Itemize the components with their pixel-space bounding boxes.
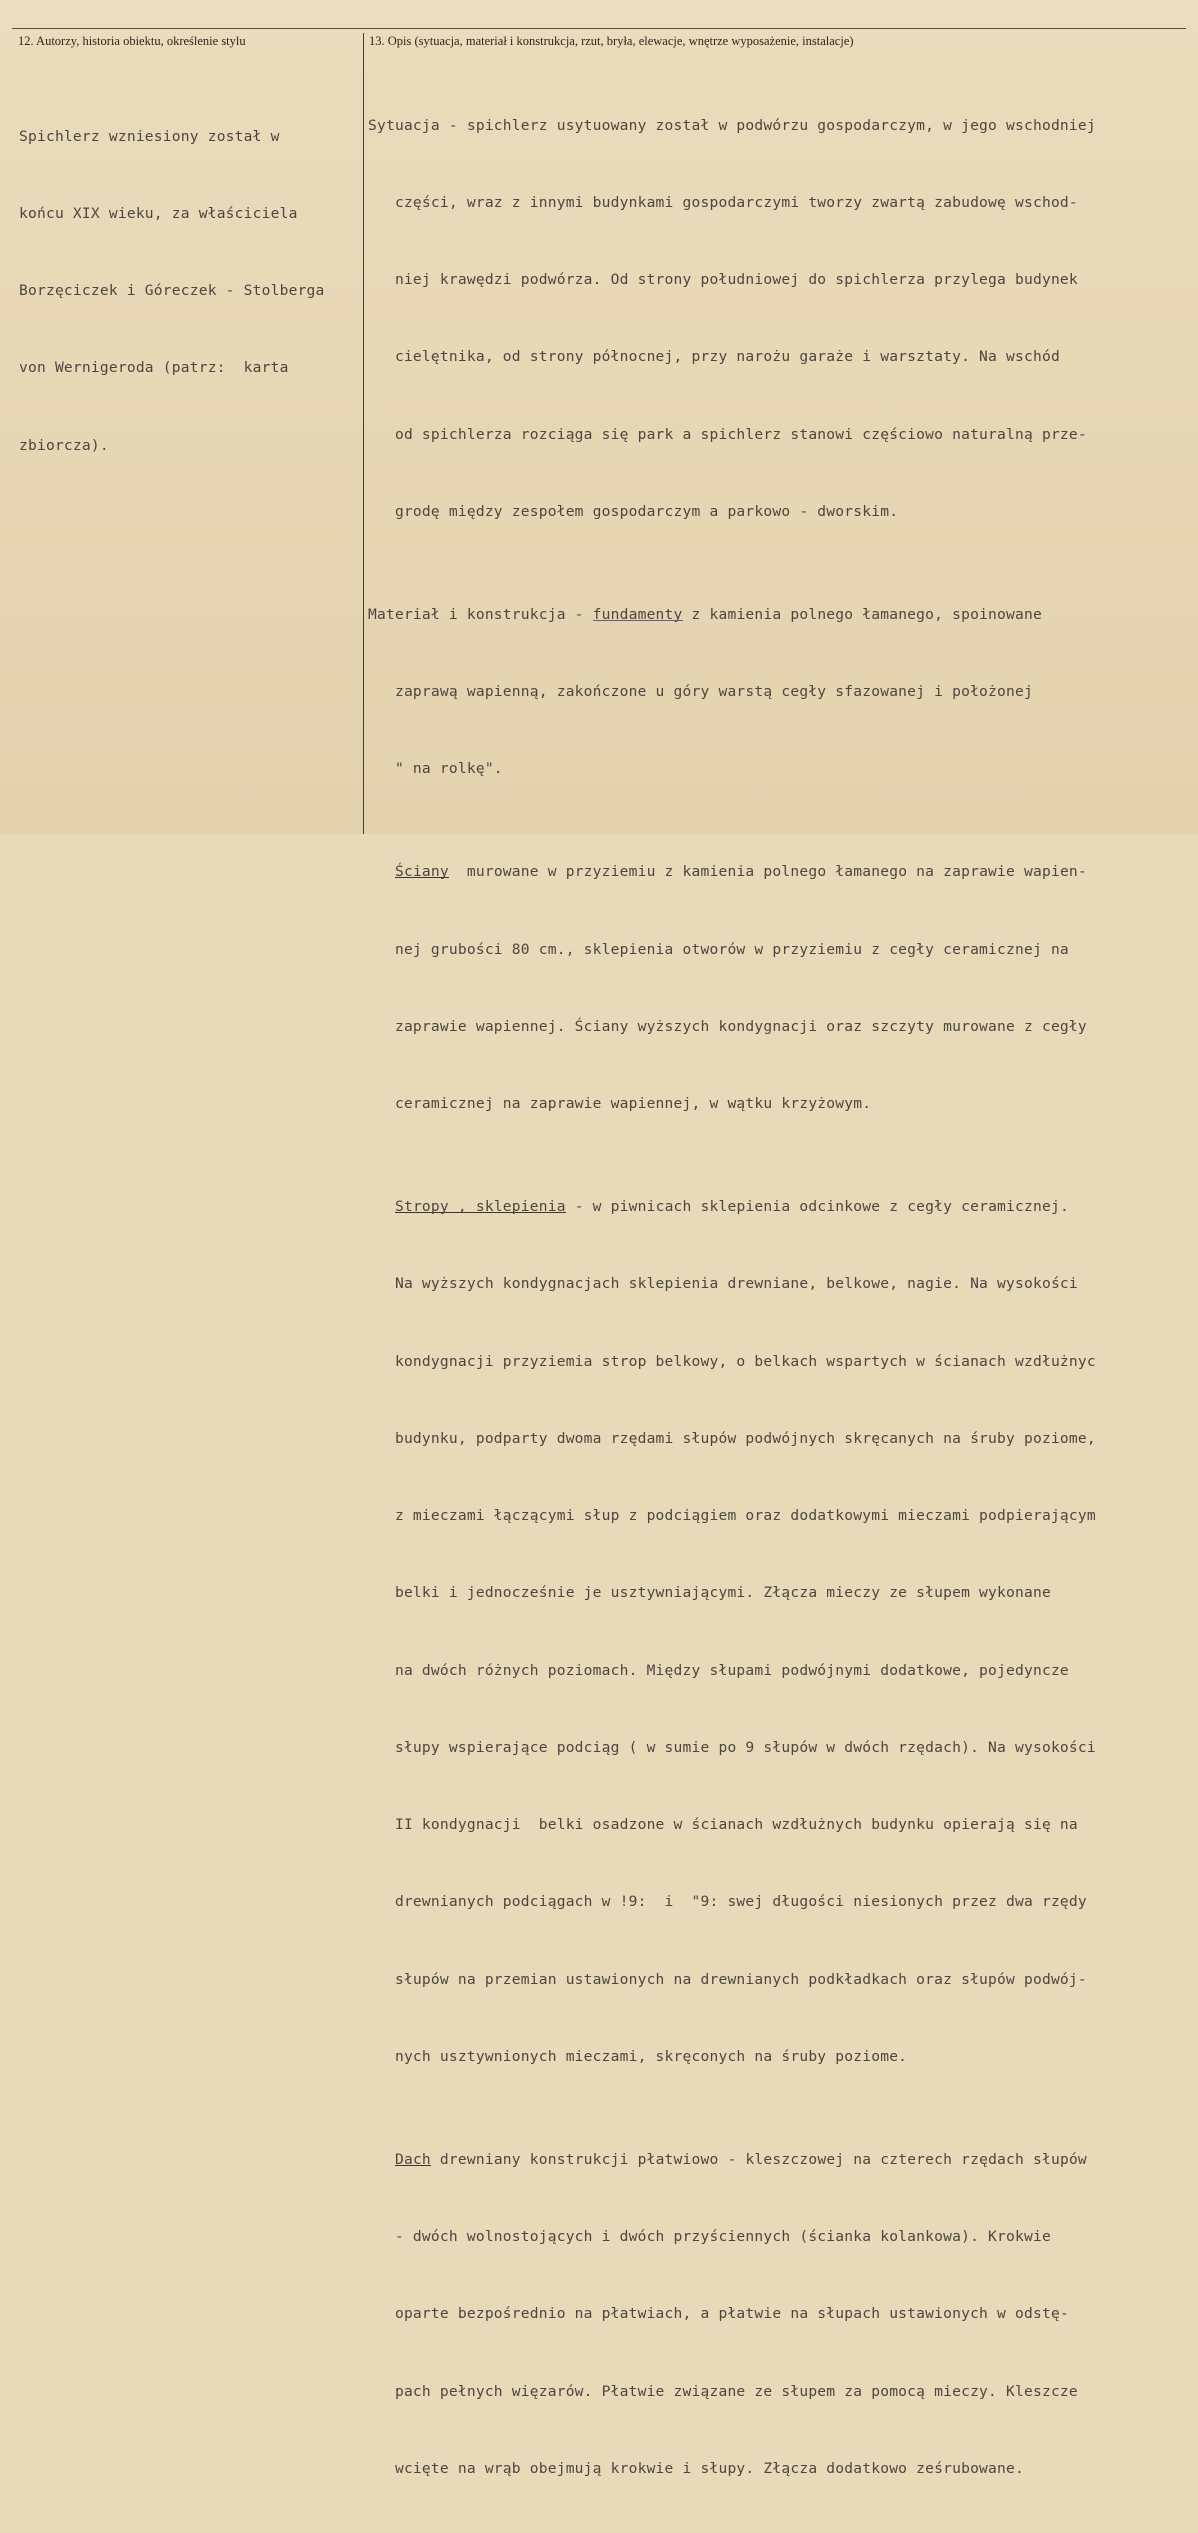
stropy-line: budynku, podparty dwoma rzędami słupów podwójnych skręcanych na śruby poziome, bbox=[368, 1429, 1096, 1447]
sciany-rest: murowane w przyziemiu z kamienia polnego łamanego na zaprawie wapien- bbox=[448, 863, 1087, 881]
history-line: Borzęciczek i Góreczek - Stolberga bbox=[19, 282, 325, 299]
stropy-line: nych usztywnionych mieczami, skręconych na śruby poziome. bbox=[368, 2047, 908, 2065]
stropy-line: słupy wspierające podciąg ( w sumie po 9 słupów w dwóch rzędach). Na wysokości bbox=[368, 1738, 1096, 1756]
stropy-heading-line bbox=[368, 1194, 1178, 1220]
sytuacja-line: Sytuacja - spichlerz usytuowany został w podwórzu gospodarczym, w jego wschodniej bbox=[368, 116, 1096, 134]
stropy-line: drewnianych podciągach w !9: i "9: swej długości niesionych przez dwa rzędy bbox=[368, 1893, 1087, 1911]
history-line: von Wernigeroda (patrz: karta bbox=[19, 359, 289, 377]
stropy-line: kondygnacji przyziemia strop belkowy, o belkach wspartych w ścianach wzdłużnyc bbox=[368, 1352, 1096, 1370]
material-line: " na rolkę". bbox=[368, 760, 503, 778]
dach-underlined: Dach bbox=[394, 2150, 431, 2168]
material-prefix: Materiał i konstrukcja - bbox=[368, 605, 593, 623]
history-line: końcu XIX wieku, za właściciela bbox=[19, 204, 298, 222]
stropy-underlined: Stropy , sklepienia bbox=[394, 1198, 566, 1215]
dach-indent bbox=[368, 2151, 395, 2168]
stropy-line: słupów na przemian ustawionych na drewnianych podkładkach oraz słupów podwój- bbox=[368, 1970, 1087, 1988]
stropy-line: II kondygnacji belki osadzone w ścianach wzdłużnych budynku opierają się na bbox=[368, 1816, 1078, 1833]
dach-line: - dwóch wolnostojących i dwóch przyściennych (ścianka kolankowa). Krokwie bbox=[368, 2228, 1051, 2245]
sytuacja-line: części, wraz z innymi budynkami gospodarczymi tworzy zwartą zabudowę wschod- bbox=[368, 193, 1078, 211]
dach-line: wcięte na wrąb obejmują krokwie i słupy. Złącza dodatkowo ześrubowane. bbox=[368, 2459, 1024, 2477]
column-divider bbox=[363, 33, 364, 834]
section-12-header: 12. Autorzy, historia obiektu, określenie stylu bbox=[18, 34, 246, 48]
sciany-heading-line bbox=[368, 859, 1178, 885]
stropy-line: Na wyższych kondygnacjach sklepienia drewniane, belkowe, nagie. Na wysokości bbox=[368, 1275, 1078, 1293]
material-line: zaprawą wapienną, zakończone u góry warstą cegły sfazowanej i położonej bbox=[368, 683, 1033, 700]
history-line: zbiorcza). bbox=[19, 436, 109, 454]
dach-line: oparte bezpośrednio na płatwiach, a płatwie na słupach ustawionych w odstę- bbox=[368, 2305, 1069, 2323]
sytuacja-line: grodę między zespołem gospodarczym a parkowo - dworskim. bbox=[368, 502, 899, 520]
dach-line: pach pełnych więzarów. Płatwie związane ze słupem za pomocą mieczy. Kleszcze bbox=[368, 2382, 1078, 2400]
sciany-line: ceramicznej na zaprawie wapiennej, w wątku krzyżowym. bbox=[368, 1095, 872, 1112]
stropy-indent bbox=[368, 1198, 395, 1215]
header-rule bbox=[12, 28, 1186, 29]
description-text bbox=[368, 61, 1178, 2533]
sytuacja-line: od spichlerza rozciąga się park a spichlerz stanowi częściowo naturalną prze- bbox=[368, 425, 1087, 443]
dach-rest: drewniany konstrukcji płatwiowo - kleszczowej na czterech rzędach słupów bbox=[430, 2150, 1087, 2168]
sciany-line: nej grubości 80 cm., sklepienia otworów w przyziemiu z cegły ceramicznej na bbox=[368, 940, 1069, 958]
sytuacja-line: niej krawędzi podwórza. Od strony południowej do spichlerza przylega budynek bbox=[368, 271, 1078, 288]
sciany-line: zaprawie wapiennej. Ściany wyższych kondygnacji oraz szczyty murowane z cegły bbox=[368, 1017, 1087, 1035]
stropy-line: na dwóch różnych poziomach. Między słupami podwójnymi dodatkowe, pojedyncze bbox=[368, 1661, 1069, 1679]
stropy-rest: - w piwnicach sklepienia odcinkowe z cegły ceramicznej. bbox=[565, 1198, 1069, 1215]
section-13-header: 13. Opis (sytuacja, materiał i konstrukcja, rzut, bryła, elewacje, wnętrze wyposażenie, instalacje) bbox=[369, 34, 854, 48]
material-heading-line bbox=[368, 602, 1178, 628]
fundamenty-underlined: fundamenty bbox=[592, 605, 683, 623]
sciany-underlined: Ściany bbox=[394, 863, 449, 881]
dach-heading-line bbox=[368, 2147, 1178, 2173]
stropy-line: belki i jednocześnie je usztywniającymi. Złącza mieczy ze słupem wykonane bbox=[368, 1584, 1051, 1602]
sytuacja-line: cielętnika, od strony północnej, przy narożu garaże i warsztaty. Na wschód bbox=[368, 348, 1060, 366]
sciany-indent bbox=[368, 863, 395, 880]
stropy-line: z mieczami łączącymi słup z podciągiem oraz dodatkowymi mieczami podpierającym bbox=[368, 1507, 1096, 1524]
material-rest: z kamienia polnego łamanego, spoinowane bbox=[682, 605, 1042, 623]
history-text bbox=[19, 72, 359, 510]
history-line: Spichlerz wzniesiony został w bbox=[19, 127, 280, 145]
